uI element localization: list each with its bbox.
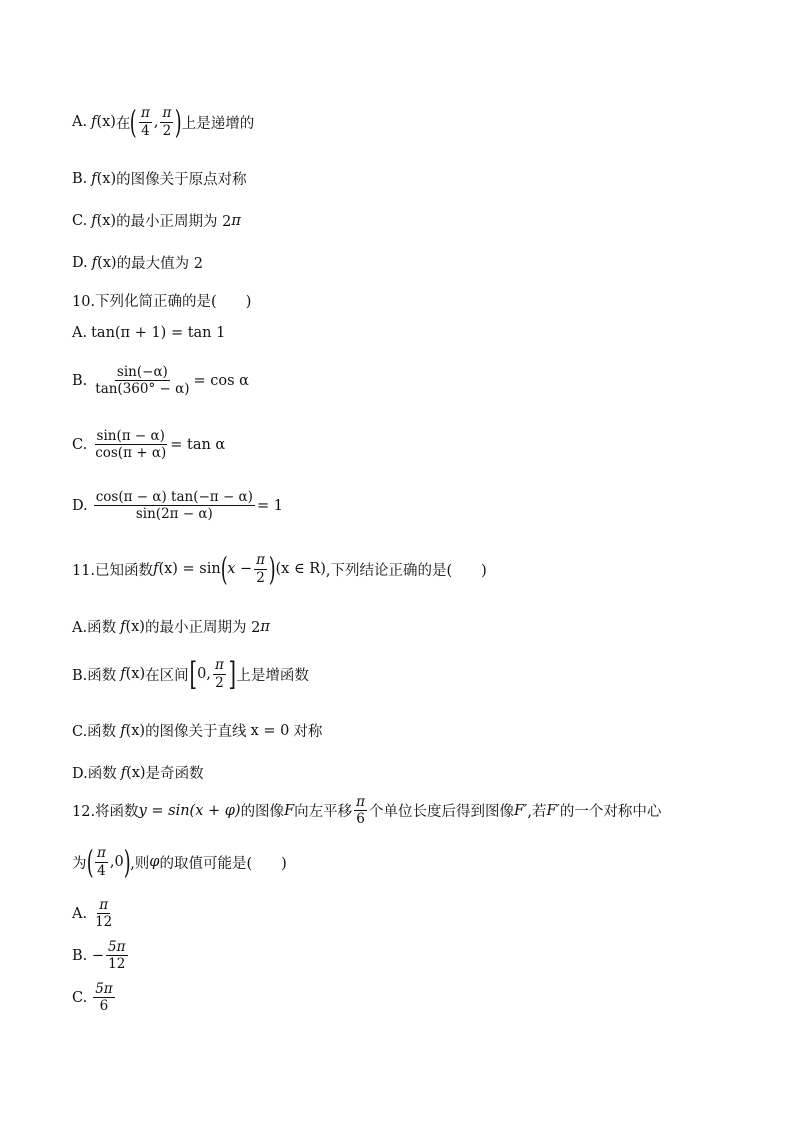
q9-option-a: [72, 103, 255, 141]
text: ,下列结论正确的是( ): [325, 562, 487, 579]
option-label: A.函数: [72, 620, 117, 636]
q10-stem: [72, 290, 251, 311]
q10-option-c: [72, 429, 225, 460]
q11-option-a: [72, 616, 270, 637]
text: 11.已知函数: [72, 562, 154, 579]
function-arg: (x): [125, 722, 146, 739]
function-arg: (x): [125, 666, 146, 682]
q9-option-c: [72, 210, 241, 231]
q9-option-b: [72, 168, 247, 189]
function-name: f: [91, 170, 97, 187]
q10-option-a: [72, 325, 225, 341]
function-name: f: [120, 722, 126, 739]
q12-option-c: [72, 982, 117, 1013]
option-label: C.: [72, 436, 88, 453]
q11-option-d: [72, 762, 204, 783]
function-name: f: [91, 212, 97, 229]
pi: π: [231, 212, 241, 229]
right-paren: ): [175, 103, 182, 141]
figure-label: F: [284, 802, 295, 819]
function-arg: (x): [96, 114, 116, 130]
fraction: $\frac{\pi}{12}$: [95, 897, 113, 931]
left-paren: (: [130, 103, 138, 141]
function-arg: (x): [97, 254, 117, 271]
pi: π: [260, 618, 270, 635]
function-name: f: [120, 618, 126, 635]
expression: (x) = sin: [158, 561, 221, 577]
q12-stem-line2: [72, 843, 287, 881]
q12-option-a: [72, 898, 116, 929]
expression: = tan α: [170, 436, 226, 453]
text: 对称: [293, 724, 323, 740]
text: ,则: [130, 855, 150, 872]
function-name: f: [120, 764, 127, 781]
phi: φ: [149, 854, 160, 870]
function-arg: (x): [125, 618, 145, 635]
text: 的图像: [240, 804, 285, 821]
text: ,若: [527, 804, 547, 821]
option-label: B.函数: [72, 667, 117, 684]
fraction: $\frac{5\pi}{12}$: [108, 939, 126, 973]
question-stem: 10.下列化简正确的是( ): [72, 294, 252, 310]
text: 在: [115, 115, 131, 132]
text: 是奇函数: [145, 766, 204, 782]
expression: = 1: [256, 497, 283, 514]
text: 向左平移: [294, 804, 353, 821]
fraction: $\frac{\pi}{2}$: [214, 657, 224, 691]
text: 的图像关于直线: [145, 724, 247, 740]
function-name: f: [153, 561, 159, 577]
option-label: C.函数: [72, 724, 117, 740]
option-label: B. −: [72, 947, 105, 964]
function-name: f: [91, 254, 98, 271]
right-bracket: ]: [228, 655, 236, 693]
function-name: f: [91, 114, 97, 130]
option-label: A.: [72, 325, 88, 341]
text: 为: [72, 855, 87, 872]
q12-stem-line1: [72, 795, 661, 826]
q11-option-b: [72, 655, 309, 693]
function-arg: (x): [126, 764, 146, 781]
expression: = cos α: [193, 372, 249, 389]
function-name: f: [120, 666, 126, 682]
fraction: $\frac{\sin(-\alpha)}{\tan(360^\circ - \alpha)}$: [95, 364, 190, 398]
function-arg: (x): [96, 170, 117, 187]
text: 的最大值为 2: [116, 256, 203, 272]
expression: x −: [227, 561, 253, 577]
q9-option-d: [72, 252, 203, 273]
option-label: D.: [72, 497, 88, 514]
text: 在区间: [145, 667, 189, 684]
option-label: A.: [72, 114, 88, 130]
domain: (x ∈ R): [275, 561, 326, 577]
option-label: A.: [72, 905, 88, 922]
expression: tan(π + 1) = tan 1: [91, 325, 226, 341]
option-label: D.: [72, 254, 88, 271]
right-paren: ): [123, 843, 131, 881]
fraction: $\frac{\sin(\pi - \alpha)}{\cos(\pi + \alpha)}$: [95, 428, 167, 462]
text: 的取值可能是( ): [159, 855, 287, 872]
fraction: $\frac{\cos(\pi - \alpha) \tan(-\pi - \alpha)}{\sin(2\pi - \alpha)}$: [95, 489, 253, 523]
interval-start: 0,: [197, 666, 211, 682]
option-label: C.: [72, 989, 88, 1006]
expression: x = 0: [250, 722, 290, 739]
text: 的最小正周期为 2: [144, 620, 261, 636]
text: 上是递增的: [181, 115, 255, 132]
fraction: $\frac{\pi}{4}$: [96, 845, 106, 879]
figure-label: F′: [514, 802, 528, 819]
left-bracket: [: [189, 655, 197, 693]
left-paren: (: [86, 843, 94, 881]
text: 的一个对称中心: [559, 804, 662, 821]
text: 12.将函数: [72, 804, 139, 821]
text: 的图像关于原点对称: [116, 172, 247, 188]
fraction: $\frac{\pi}{4}$: [140, 105, 150, 139]
option-label: C.: [72, 212, 88, 229]
fraction: $\frac{\pi}{2}$: [162, 105, 172, 139]
fraction: $\frac{\pi}{2}$: [256, 552, 266, 586]
option-label: D.函数: [72, 766, 117, 782]
q12-option-b: [72, 940, 130, 971]
text: 个单位长度后得到图像: [369, 804, 514, 821]
function-arg: (x): [96, 212, 117, 229]
option-label: B.: [72, 170, 88, 187]
expression: y = sin(x + φ): [138, 802, 241, 819]
option-label: B.: [72, 372, 88, 389]
right-paren: ): [268, 550, 276, 588]
fraction: $\frac{5\pi}{6}$: [95, 981, 113, 1015]
comma: ,: [153, 114, 159, 130]
q11-stem: [72, 550, 487, 588]
text: 的最小正周期为 2: [116, 214, 232, 230]
coordinate: ,0: [109, 854, 124, 870]
fraction: $\frac{\pi}{6}$: [356, 794, 365, 828]
text: 上是增函数: [236, 667, 309, 684]
figure-label: F′: [546, 802, 560, 819]
q11-option-c: [72, 720, 322, 741]
left-paren: (: [220, 550, 228, 588]
q10-option-b: [72, 365, 249, 396]
q10-option-d: [72, 490, 283, 521]
